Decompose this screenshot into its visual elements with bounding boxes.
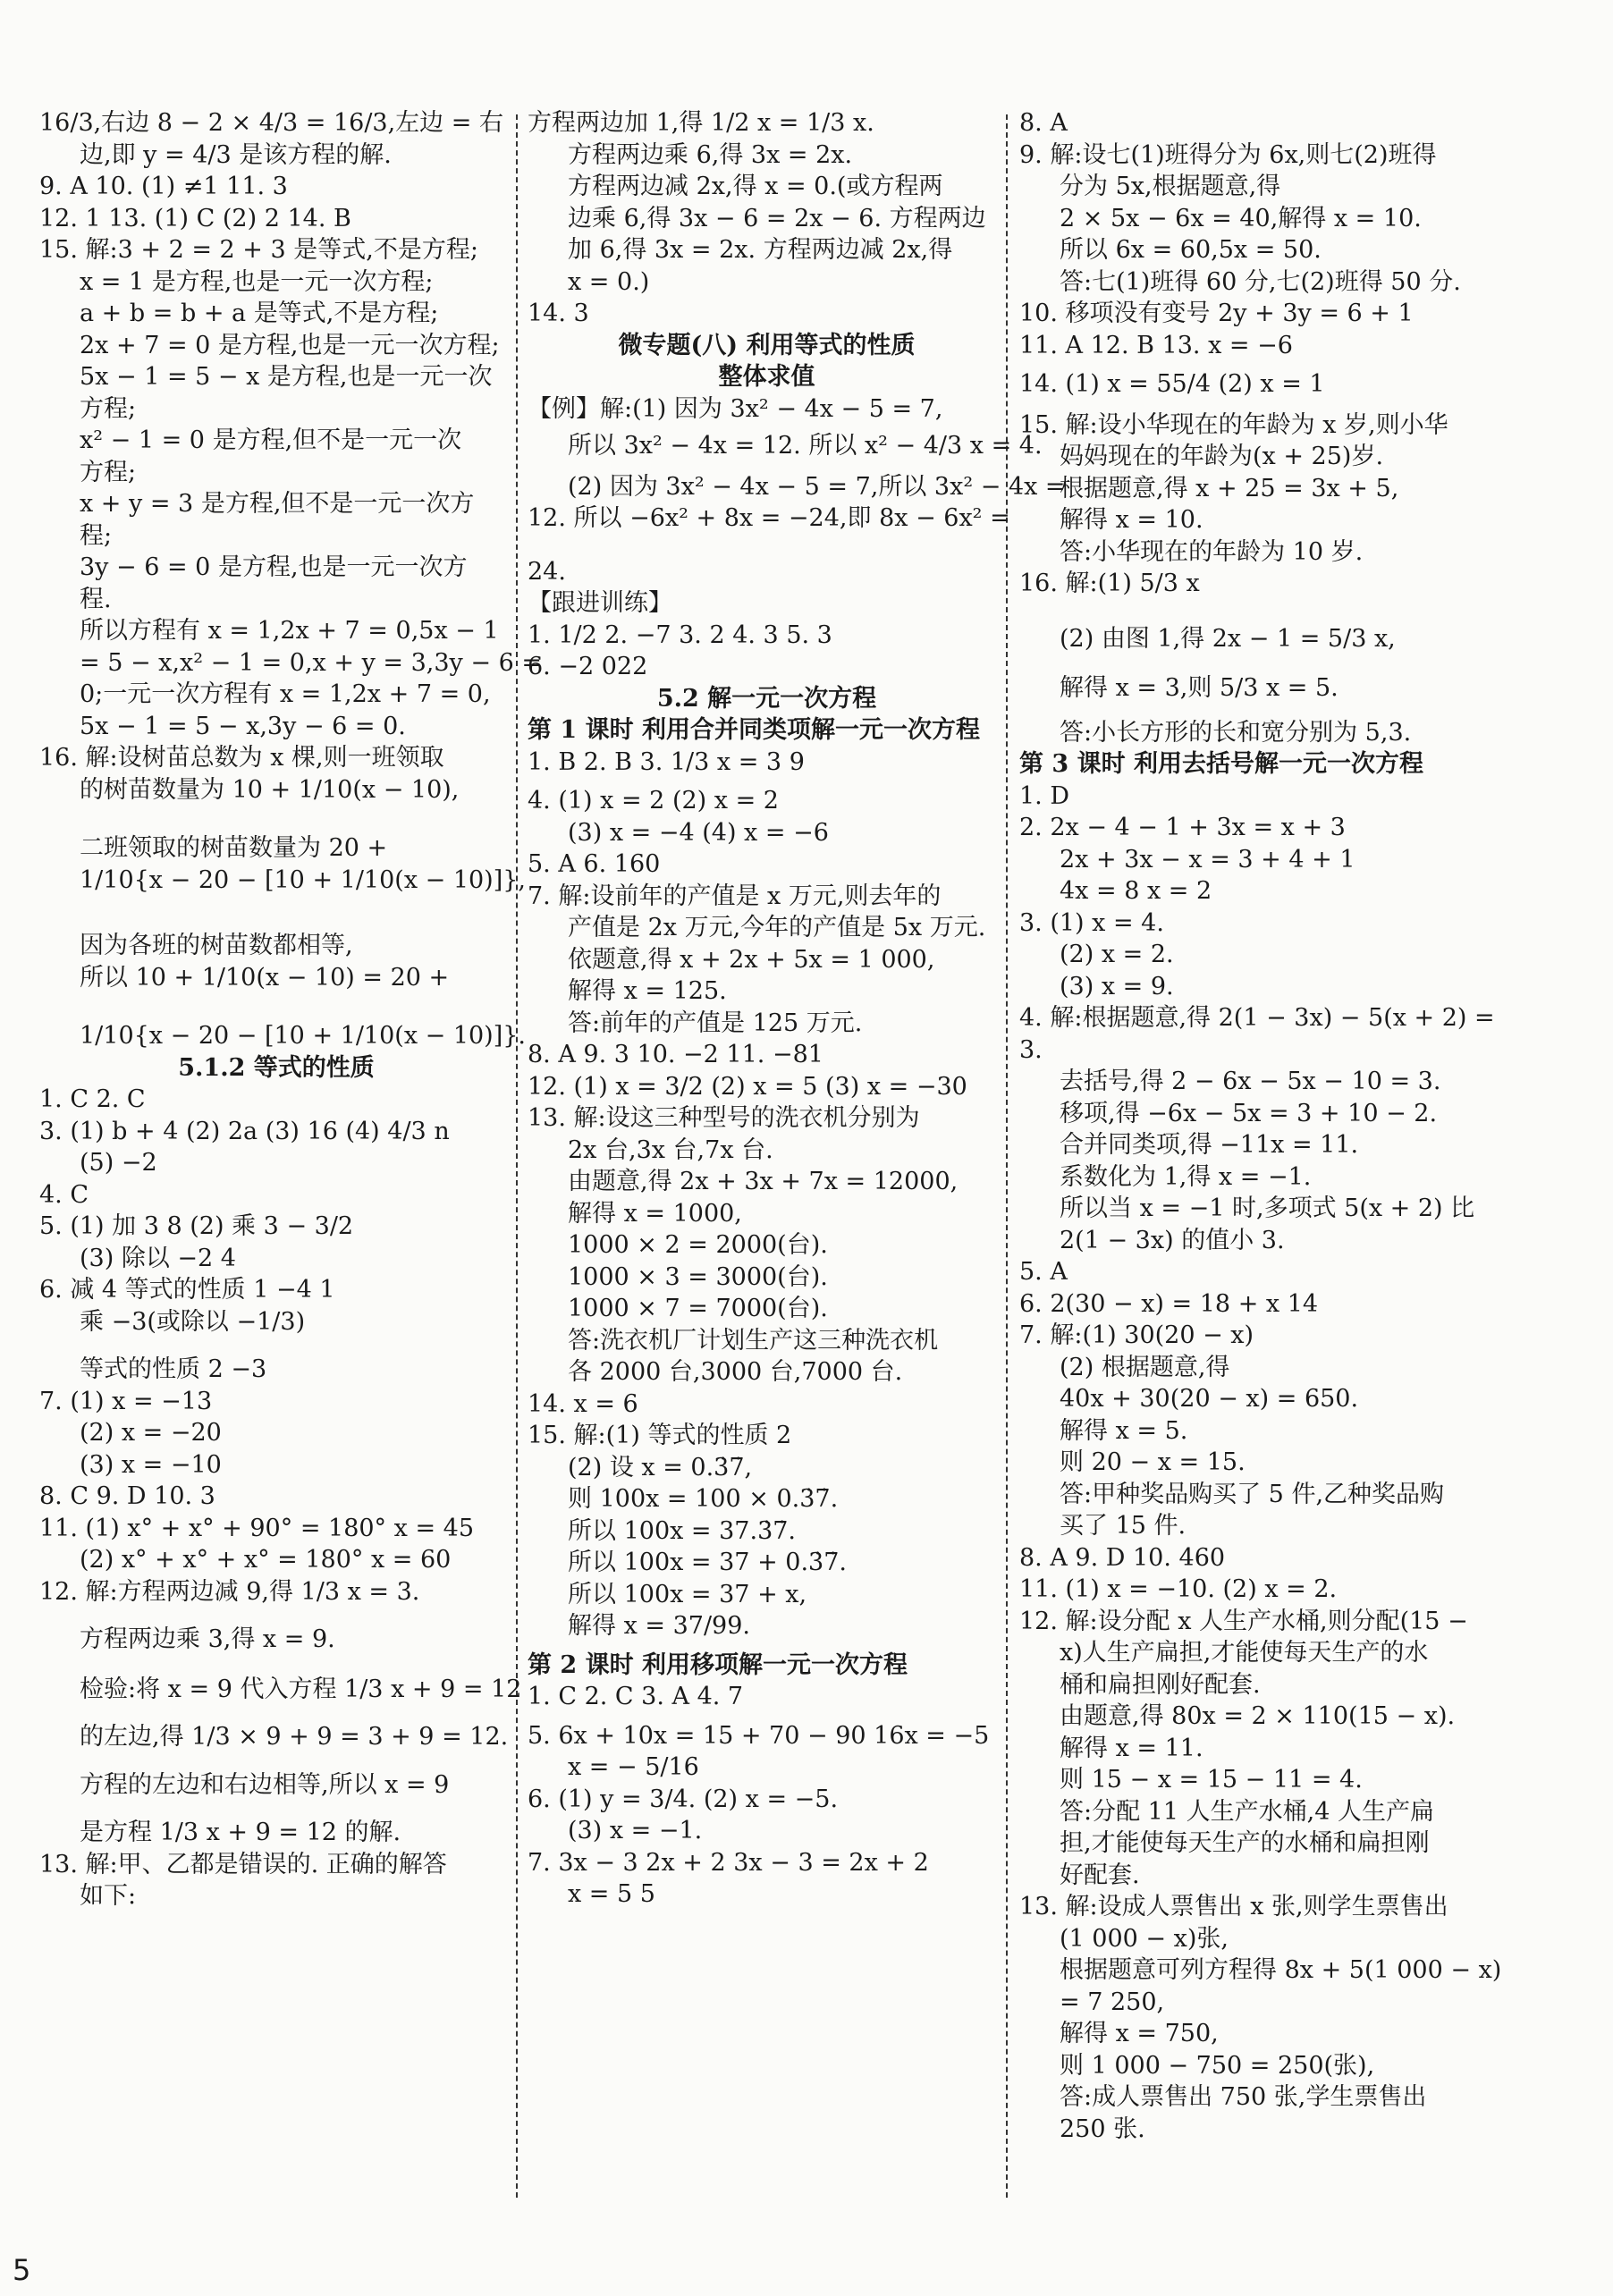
answer-line: (3) x = −10 <box>80 1450 222 1479</box>
answer-line: 解得 x = 125. <box>568 977 727 1005</box>
answer-line: (3) x = 9. <box>1060 972 1174 1000</box>
answer-line: 答:甲种奖品购买了 5 件,乙种奖品购 <box>1060 1480 1445 1508</box>
answer-line: 6. 2(30 − x) = 18 + x 14 <box>1019 1289 1319 1318</box>
answer-line: 整体求值 <box>718 363 815 391</box>
answer-line: 解得 x = 1000, <box>568 1199 742 1228</box>
answer-line: 担,才能使每天生产的水桶和扁担刚 <box>1060 1829 1430 1857</box>
answer-line: 所以方程有 x = 1,2x + 7 = 0,5x − 1 <box>80 617 499 645</box>
answer-line: 5.1.2 等式的性质 <box>178 1053 375 1082</box>
answer-line: 则 1 000 − 750 = 250(张), <box>1060 2051 1375 2080</box>
answer-line: 2 × 5x − 6x = 40,解得 x = 10. <box>1060 204 1422 232</box>
answer-line: 1000 × 3 = 3000(台). <box>568 1262 828 1291</box>
answer-line: 1. B 2. B 3. 1/3 x = 3 9 <box>528 747 805 776</box>
answer-line: 5. A 6. 160 <box>528 850 661 878</box>
answer-line: 解得 x = 5. <box>1060 1416 1188 1445</box>
answer-line: 15. 解:设小华现在的年龄为 x 岁,则小华 <box>1019 410 1448 439</box>
answer-line: 13. 解:甲、乙都是错误的. 正确的解答 <box>39 1850 447 1878</box>
answer-line: 方程两边减 2x,得 x = 0.(或方程两 <box>568 173 943 200</box>
answer-line: 加 6,得 3x = 2x. 方程两边减 2x,得 <box>568 236 953 264</box>
answer-line: 2(1 − 3x) 的值小 3. <box>1060 1226 1285 1254</box>
answer-line: 12. 解:设分配 x 人生产水桶,则分配(15 − <box>1019 1607 1468 1635</box>
answer-line: 12. 所以 −6x² + 8x = −24,即 8x − 6x² = <box>528 504 1010 532</box>
answer-line: 买了 15 件. <box>1060 1512 1187 1540</box>
answer-line: 所以 100x = 37.3̇7̇. <box>568 1516 797 1545</box>
answer-line: 13. 解:设成人票售出 x 张,则学生票售出 <box>1019 1893 1448 1920</box>
answer-line: x = 5 5 <box>568 1880 655 1908</box>
answer-line: 桶和扁担刚好配套. <box>1060 1670 1261 1699</box>
answer-line: 1. D <box>1019 781 1069 810</box>
answer-line: 9. A 10. (1) ≠1 11. 3 <box>39 173 288 200</box>
answer-line: 0;一元一次方程有 x = 1,2x + 7 = 0, <box>80 680 491 708</box>
answer-line: 由题意,得 80x = 2 × 110(15 − x). <box>1060 1702 1456 1730</box>
answer-line: 1. 1/2 2. −7 3. 2 4. 3 5. 3 <box>528 620 832 649</box>
answer-line: 3y − 6 = 0 是方程,也是一元一次方 <box>80 553 468 581</box>
answer-line: 2x + 7 = 0 是方程,也是一元一次方程; <box>80 331 500 359</box>
answer-line: 40x + 30(20 − x) = 650. <box>1060 1385 1359 1413</box>
answer-line: 所以当 x = −1 时,多项式 5(x + 2) 比 <box>1060 1194 1475 1222</box>
answer-line: 是方程 1/3 x + 9 = 12 的解. <box>80 1819 401 1846</box>
answer-line: 各 2000 台,3000 台,7000 台. <box>568 1358 903 1386</box>
answer-line: 5. 6x + 10x = 15 + 70 − 90 16x = −5 <box>528 1721 990 1750</box>
answer-line: 所以 3x² − 4x = 12. 所以 x² − 4/3 x = 4. <box>568 432 1043 460</box>
answer-line: 14. x = 6 <box>528 1389 638 1418</box>
answer-line: 16/3,右边 8 − 2 × 4/3 = 16/3,左边 = 右 <box>39 109 503 137</box>
answer-line: = 7 250, <box>1060 1988 1165 2016</box>
answer-line: 4. 解:根据题意,得 2(1 − 3x) − 5(x + 2) = <box>1019 1004 1495 1032</box>
answer-line: (1 000 − x)张, <box>1060 1924 1229 1953</box>
answer-line: 【跟进训练】 <box>528 589 672 617</box>
answer-line: 答:分配 11 人生产水桶,4 人生产扁 <box>1060 1797 1434 1826</box>
answer-line: 5. A <box>1019 1258 1068 1286</box>
answer-line: 方程两边乘 6,得 3x = 2x. <box>568 140 853 169</box>
answer-line: x = − 5/16 <box>568 1753 699 1781</box>
answer-line: (3) x = −4 (4) x = −6 <box>568 818 829 847</box>
answer-line: 8. C 9. D 10. 3 <box>39 1482 215 1510</box>
answer-line: 则 100x = 100 × 0.3̇7̇. <box>568 1485 839 1513</box>
answer-line: 5x − 1 = 5 − x 是方程,也是一元一次 <box>80 363 493 391</box>
answer-line: 4x = 8 x = 2 <box>1060 877 1212 905</box>
answer-line: 二班领取的树苗数量为 20 + <box>80 834 388 862</box>
answer-line: 250 张. <box>1060 2115 1145 2143</box>
answer-line: 第 1 课时 利用合并同类项解一元一次方程 <box>528 716 980 744</box>
answer-line: 的树苗数量为 10 + 1/10(x − 10), <box>80 775 460 804</box>
answer-column-1 <box>39 107 542 1912</box>
answer-line: 所以 100x = 37 + 0.3̇7̇. <box>568 1549 847 1576</box>
answer-line: (2) x° + x° + x° = 180° x = 60 <box>80 1546 452 1574</box>
answer-line: 7. 解:设前年的产值是 x 万元,则去年的 <box>528 882 942 910</box>
answer-line: 妈妈现在的年龄为(x + 25)岁. <box>1060 443 1384 470</box>
answer-line: 14. (1) x = 55/4 (2) x = 1 <box>1019 370 1325 398</box>
answer-line: 24. <box>528 557 566 586</box>
answer-line: 4. (1) x = 2 (2) x = 2 <box>528 787 779 815</box>
answer-line: 方程两边乘 3,得 x = 9. <box>80 1625 335 1653</box>
answer-line: 7. (1) x = −13 <box>39 1387 213 1415</box>
answer-line: = 5 − x,x² − 1 = 0,x + y = 3,3y − 6 = <box>80 648 542 677</box>
answer-line: 方程; <box>80 394 137 423</box>
answer-line: 3. <box>1019 1035 1043 1064</box>
answer-line: 解得 x = 11. <box>1060 1734 1203 1762</box>
answer-line: (2) x = 2. <box>1060 941 1174 968</box>
answer-line: 7. 3x − 3 2x + 2 3x − 3 = 2x + 2 <box>528 1848 929 1877</box>
answer-line: 等式的性质 2 −3 <box>80 1355 267 1383</box>
answer-line: 11. A 12. B 13. x = −6 <box>1019 331 1293 359</box>
answer-line: x)人生产扁担,才能使每天生产的水 <box>1060 1639 1429 1667</box>
answer-line: 15. 解:(1) 等式的性质 2 <box>528 1422 792 1449</box>
answer-line: 2. 2x − 4 − 1 + 3x = x + 3 <box>1019 814 1346 841</box>
answer-line: (3) x = −1. <box>568 1817 703 1844</box>
answer-line: 8. A <box>1019 109 1068 137</box>
answer-line: 13. 解:设这三种型号的洗衣机分别为 <box>528 1104 920 1132</box>
answer-line: 乘 −3(或除以 −1/3) <box>80 1307 306 1336</box>
answer-line: 答:前年的产值是 125 万元. <box>568 1009 863 1037</box>
column-divider <box>1006 114 1008 2198</box>
answer-line: 依题意,得 x + 2x + 5x = 1 000, <box>568 945 935 974</box>
answer-line: 产值是 2x 万元,今年的产值是 5x 万元. <box>568 914 986 941</box>
answer-line: 根据题意可列方程得 8x + 5(1 000 − x) <box>1060 1956 1502 1984</box>
answer-line: 方程两边加 1,得 1/2 x = 1/3 x. <box>528 109 874 137</box>
answer-line: x² − 1 = 0 是方程,但不是一元一次 <box>80 426 462 454</box>
answer-line: 如下: <box>80 1882 137 1910</box>
answer-line: 5.2 解一元一次方程 <box>656 684 877 713</box>
answer-line: 1/10{x − 20 − [10 + 1/10(x − 10)]}. <box>80 1022 527 1050</box>
answer-line: 由题意,得 2x + 3x + 7x = 12000, <box>568 1168 959 1195</box>
answer-line: (2) x = −20 <box>80 1419 222 1447</box>
answer-line: 微专题(八) 利用等式的性质 <box>618 331 916 359</box>
answer-line: 【例】解:(1) 因为 3x² − 4x − 5 = 7, <box>528 394 943 423</box>
answer-line: 所以 10 + 1/10(x − 10) = 20 + <box>80 963 450 992</box>
answer-line: 检验:将 x = 9 代入方程 1/3 x + 9 = 12 <box>80 1675 522 1703</box>
answer-line: 5x − 1 = 5 − x,3y − 6 = 0. <box>80 712 406 740</box>
answer-line: 系数化为 1,得 x = −1. <box>1060 1162 1312 1191</box>
answer-line: 5. (1) 加 3 8 (2) 乘 3 − 3/2 <box>39 1212 354 1240</box>
answer-line: 15. 解:3 + 2 = 2 + 3 是等式,不是方程; <box>39 236 478 264</box>
answer-line: 16. 解:(1) 5/3 x <box>1019 570 1200 597</box>
answer-line: 解得 x = 750, <box>1060 2020 1219 2047</box>
answer-line: x = 1 是方程,也是一元一次方程; <box>80 267 434 296</box>
page-number: 5 <box>13 2253 31 2287</box>
answer-line: 根据题意,得 x + 25 = 3x + 5, <box>1060 474 1399 502</box>
answer-line: 合并同类项,得 −11x = 11. <box>1060 1131 1359 1159</box>
answer-line: 答:小华现在的年龄为 10 岁. <box>1060 537 1364 566</box>
column-divider <box>516 114 518 2198</box>
answer-line: 程; <box>80 521 113 550</box>
answer-line: 7. 解:(1) 30(20 − x) <box>1019 1321 1254 1349</box>
answer-line: (2) 设 x = 0.3̇7̇, <box>568 1453 753 1481</box>
answer-line: 12. 解:方程两边减 9,得 1/3 x = 3. <box>39 1577 420 1606</box>
answer-line: (2) 因为 3x² − 4x − 5 = 7,所以 3x² − 4x = <box>568 472 1066 501</box>
answer-line: 4. C <box>39 1180 89 1209</box>
answer-line: x = 0.) <box>568 267 650 296</box>
answer-line: 方程; <box>80 458 137 486</box>
answer-line: 方程的左边和右边相等,所以 x = 9 <box>80 1770 450 1799</box>
answer-line: 答:七(1)班得 60 分,七(2)班得 50 分. <box>1060 267 1461 296</box>
answer-line: 1000 × 2 = 2000(台). <box>568 1231 828 1259</box>
answer-line: 去括号,得 2 − 6x − 5x − 10 = 3. <box>1060 1068 1441 1095</box>
answer-line: 所以 100x = 37 + x, <box>568 1580 807 1608</box>
answer-line: 16. 解:设树苗总数为 x 棵,则一班领取 <box>39 744 444 772</box>
answer-line: 则 15 − x = 15 − 11 = 4. <box>1060 1766 1363 1794</box>
answer-line: 则 20 − x = 15. <box>1060 1448 1246 1476</box>
answer-line: 12. 1 13. (1) C (2) 2 14. B <box>39 204 351 232</box>
answer-line: x + y = 3 是方程,但不是一元一次方 <box>80 490 475 518</box>
answer-line: 2x + 3x − x = 3 + 4 + 1 <box>1060 845 1355 874</box>
answer-line: 所以 6x = 60,5x = 50. <box>1060 236 1322 264</box>
answer-line: 2x 台,3x 台,7x 台. <box>568 1135 773 1164</box>
answer-line: 8. A 9. 3 10. −2 11. −81 <box>528 1041 823 1068</box>
answer-line: 好配套. <box>1060 1861 1140 1889</box>
answer-line: 移项,得 −6x − 5x = 3 + 10 − 2. <box>1060 1099 1438 1127</box>
answer-line: 9. 解:设七(1)班得分为 6x,则七(2)班得 <box>1019 140 1437 169</box>
answer-line: 3. (1) x = 4. <box>1019 908 1164 937</box>
answer-line: 12. (1) x = 3/2 (2) x = 5 (3) x = −30 <box>528 1072 967 1101</box>
answer-line: 11. (1) x° + x° + 90° = 180° x = 45 <box>39 1514 475 1542</box>
answer-line: 答:小长方形的长和宽分别为 5,3. <box>1060 718 1412 747</box>
answer-line: 11. (1) x = −10. (2) x = 2. <box>1019 1575 1338 1603</box>
answer-line: 边,即 y = 4/3 是该方程的解. <box>80 140 392 169</box>
answer-line: 1. C 2. C <box>39 1085 146 1113</box>
answer-line: 解得 x = 10. <box>1060 506 1203 534</box>
answer-line: (3) 除以 −2 4 <box>80 1244 236 1272</box>
answer-line: 第 3 课时 利用去括号解一元一次方程 <box>1019 750 1423 778</box>
answer-line: 因为各班的树苗数都相等, <box>80 932 353 959</box>
answer-line: 第 2 课时 利用移项解一元一次方程 <box>528 1650 908 1679</box>
answer-line: 3. (1) b + 4 (2) 2a (3) 16 (4) 4/3 n <box>39 1117 450 1145</box>
answer-line: 边乘 6,得 3x − 6 = 2x − 6. 方程两边 <box>568 204 986 232</box>
answer-line: (5) −2 <box>80 1149 157 1177</box>
answer-line: 6. (1) y = 3/4. (2) x = −5. <box>528 1785 839 1813</box>
answer-line: 10. 移项没有变号 2y + 3y = 6 + 1 <box>1019 300 1414 327</box>
answer-line: 解得 x = 3,则 5/3 x = 5. <box>1060 674 1339 702</box>
answer-line: 14. 3 <box>528 300 589 327</box>
answer-line: 的左边,得 1/3 × 9 + 9 = 3 + 9 = 12. <box>80 1723 509 1751</box>
answer-line: 6. 减 4 等式的性质 1 −4 1 <box>39 1276 335 1304</box>
answer-line: 答:成人票售出 750 张,学生票售出 <box>1060 2083 1427 2111</box>
answer-line: 答:洗衣机厂计划生产这三种洗衣机 <box>568 1326 939 1355</box>
answer-line: 分为 5x,根据题意,得 <box>1060 173 1281 200</box>
answer-line: 解得 x = 37/99. <box>568 1612 750 1640</box>
answer-column-3 <box>1019 107 1565 2145</box>
answer-line: 6. −2 022 <box>528 653 648 680</box>
answer-line: 1. C 2. C 3. A 4. 7 <box>528 1683 744 1710</box>
answer-line: (2) 根据题意,得 <box>1060 1353 1230 1381</box>
answer-line: 1000 × 7 = 7000(台). <box>568 1295 828 1322</box>
answer-line: (2) 由图 1,得 2x − 1 = 5/3 x, <box>1060 624 1396 653</box>
answer-line: 程. <box>80 585 112 613</box>
answer-line: 8. A 9. D 10. 460 <box>1019 1543 1226 1572</box>
answer-line: 1/10{x − 20 − [10 + 1/10(x − 10)]}, <box>80 865 527 894</box>
answer-line: a + b = b + a 是等式,不是方程; <box>80 300 439 327</box>
